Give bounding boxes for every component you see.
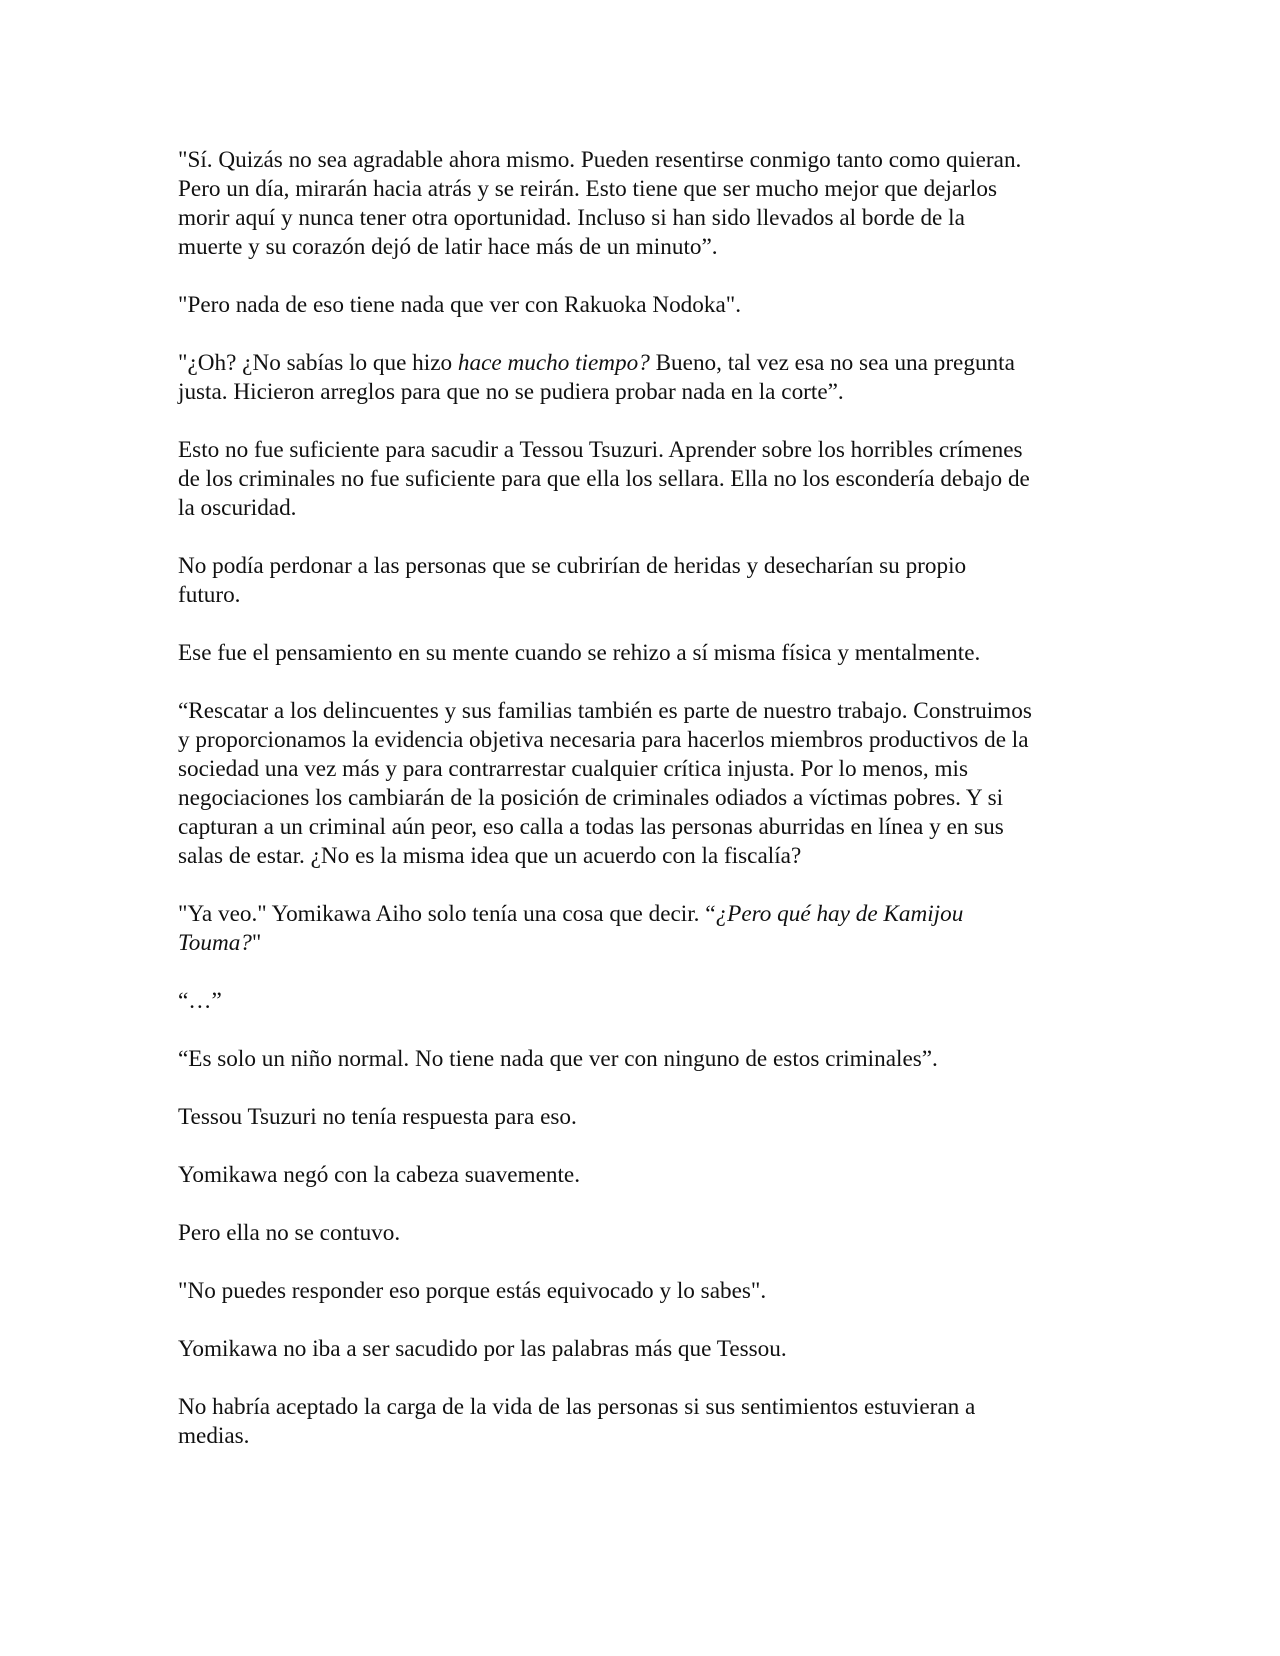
text-run: Tessou Tsuzuri no tenía respuesta para eso. — [178, 1104, 577, 1130]
text-run: Yomikawa no iba a ser sacudido por las palabras más que Tessou. — [178, 1336, 787, 1362]
text-line — [178, 204, 1103, 233]
text-run: Yomikawa negó con la cabeza suavemente. — [178, 1162, 580, 1188]
text-run: capturan a un criminal aún peor, eso calla a todas las personas aburridas en línea y en sus — [178, 814, 1004, 840]
text-line — [178, 1103, 1103, 1132]
text-line — [178, 1335, 1103, 1364]
text-line — [178, 929, 1103, 958]
text-line — [178, 1161, 1103, 1190]
paragraph — [178, 146, 1103, 262]
text-run: “Es solo un niño normal. No tiene nada que ver con ninguno de estos criminales”. — [178, 1046, 938, 1072]
paragraph — [178, 1277, 1103, 1306]
text-run: "Sí. Quizás no sea agradable ahora mismo. Pueden resentirse conmigo tanto como quieran. — [178, 147, 1022, 173]
paragraph — [178, 1335, 1103, 1364]
text-run: y proporcionamos la evidencia objetiva necesaria para hacerlos miembros productivos de la — [178, 727, 1029, 753]
text-line — [178, 1393, 1103, 1422]
paragraph — [178, 987, 1103, 1016]
text-line — [178, 726, 1103, 755]
text-line — [178, 349, 1103, 378]
text-run: Pero ella no se contuvo. — [178, 1220, 401, 1246]
text-line — [178, 175, 1103, 204]
text-line — [178, 813, 1103, 842]
text-line — [178, 146, 1103, 175]
text-line — [178, 987, 1103, 1016]
text-line — [178, 494, 1103, 523]
text-line — [178, 581, 1103, 610]
paragraph — [178, 552, 1103, 610]
text-run: salas de estar. ¿No es la misma idea que un acuerdo con la fiscalía? — [178, 843, 802, 869]
text-run: justa. Hicieron arreglos para que no se pudiera probar nada en la corte”. — [178, 379, 844, 405]
paragraph — [178, 639, 1103, 668]
text-run: “…” — [178, 988, 222, 1014]
text-line — [178, 1219, 1103, 1248]
text-line — [178, 900, 1103, 929]
text-line — [178, 697, 1103, 726]
text-run: "Pero nada de eso tiene nada que ver con Rakuoka Nodoka". — [178, 292, 741, 318]
text-run: futuro. — [178, 582, 241, 608]
text-run: de los criminales no fue suficiente para que ella los sellara. Ella no los escondería debajo de — [178, 466, 1030, 492]
document-body — [178, 146, 1103, 1480]
text-line — [178, 1422, 1103, 1451]
text-run: No habría aceptado la carga de la vida de las personas si sus sentimientos estuvieran a — [178, 1394, 976, 1420]
text-run: morir aquí y nunca tener otra oportunidad. Incluso si han sido llevados al borde de la — [178, 205, 965, 231]
text-run: No podía perdonar a las personas que se cubrirían de heridas y desecharían su propio — [178, 553, 967, 579]
italic-text-run: Touma? — [178, 930, 252, 956]
paragraph — [178, 436, 1103, 523]
text-line — [178, 465, 1103, 494]
text-line — [178, 784, 1103, 813]
text-run: “Rescatar a los delincuentes y sus familias también es parte de nuestro trabajo. Construimos — [178, 698, 1032, 724]
paragraph — [178, 697, 1103, 871]
text-run: medias. — [178, 1423, 250, 1449]
paragraph — [178, 1393, 1103, 1451]
text-run: sociedad una vez más y para contrarrestar cualquier crítica injusta. Por lo menos, mis — [178, 756, 969, 782]
paragraph — [178, 1103, 1103, 1132]
text-line — [178, 842, 1103, 871]
text-run: muerte y su corazón dejó de latir hace más de un minuto”. — [178, 234, 718, 260]
text-line — [178, 233, 1103, 262]
paragraph — [178, 900, 1103, 958]
text-run: Esto no fue suficiente para sacudir a Tessou Tsuzuri. Aprender sobre los horribles crímenes — [178, 437, 1023, 463]
italic-text-run: ¿Pero qué hay de Kamijou — [715, 901, 964, 927]
text-line — [178, 755, 1103, 784]
paragraph — [178, 1219, 1103, 1248]
text-run: "¿Oh? ¿No sabías lo que hizo — [178, 350, 458, 376]
text-line — [178, 1277, 1103, 1306]
paragraph — [178, 1045, 1103, 1074]
text-run: Bueno, tal vez esa no sea una pregunta — [649, 350, 1015, 376]
text-run: "No puedes responder eso porque estás equivocado y lo sabes". — [178, 1278, 767, 1304]
text-line — [178, 1045, 1103, 1074]
paragraph — [178, 349, 1103, 407]
text-run: la oscuridad. — [178, 495, 297, 521]
text-line — [178, 436, 1103, 465]
text-run: Ese fue el pensamiento en su mente cuando se rehizo a sí misma física y mentalmente. — [178, 640, 981, 666]
italic-text-run: hace mucho tiempo? — [457, 350, 650, 376]
text-line — [178, 639, 1103, 668]
text-run: " — [251, 930, 262, 956]
text-line — [178, 552, 1103, 581]
text-line — [178, 291, 1103, 320]
text-line — [178, 378, 1103, 407]
paragraph — [178, 291, 1103, 320]
paragraph — [178, 1161, 1103, 1190]
text-run: "Ya veo." Yomikawa Aiho solo tenía una cosa que decir. “ — [178, 901, 716, 927]
text-run: Pero un día, mirarán hacia atrás y se reirán. Esto tiene que ser mucho mejor que dejarlos — [178, 176, 997, 202]
text-run: negociaciones los cambiarán de la posición de criminales odiados a víctimas pobres. Y si — [178, 785, 1004, 811]
